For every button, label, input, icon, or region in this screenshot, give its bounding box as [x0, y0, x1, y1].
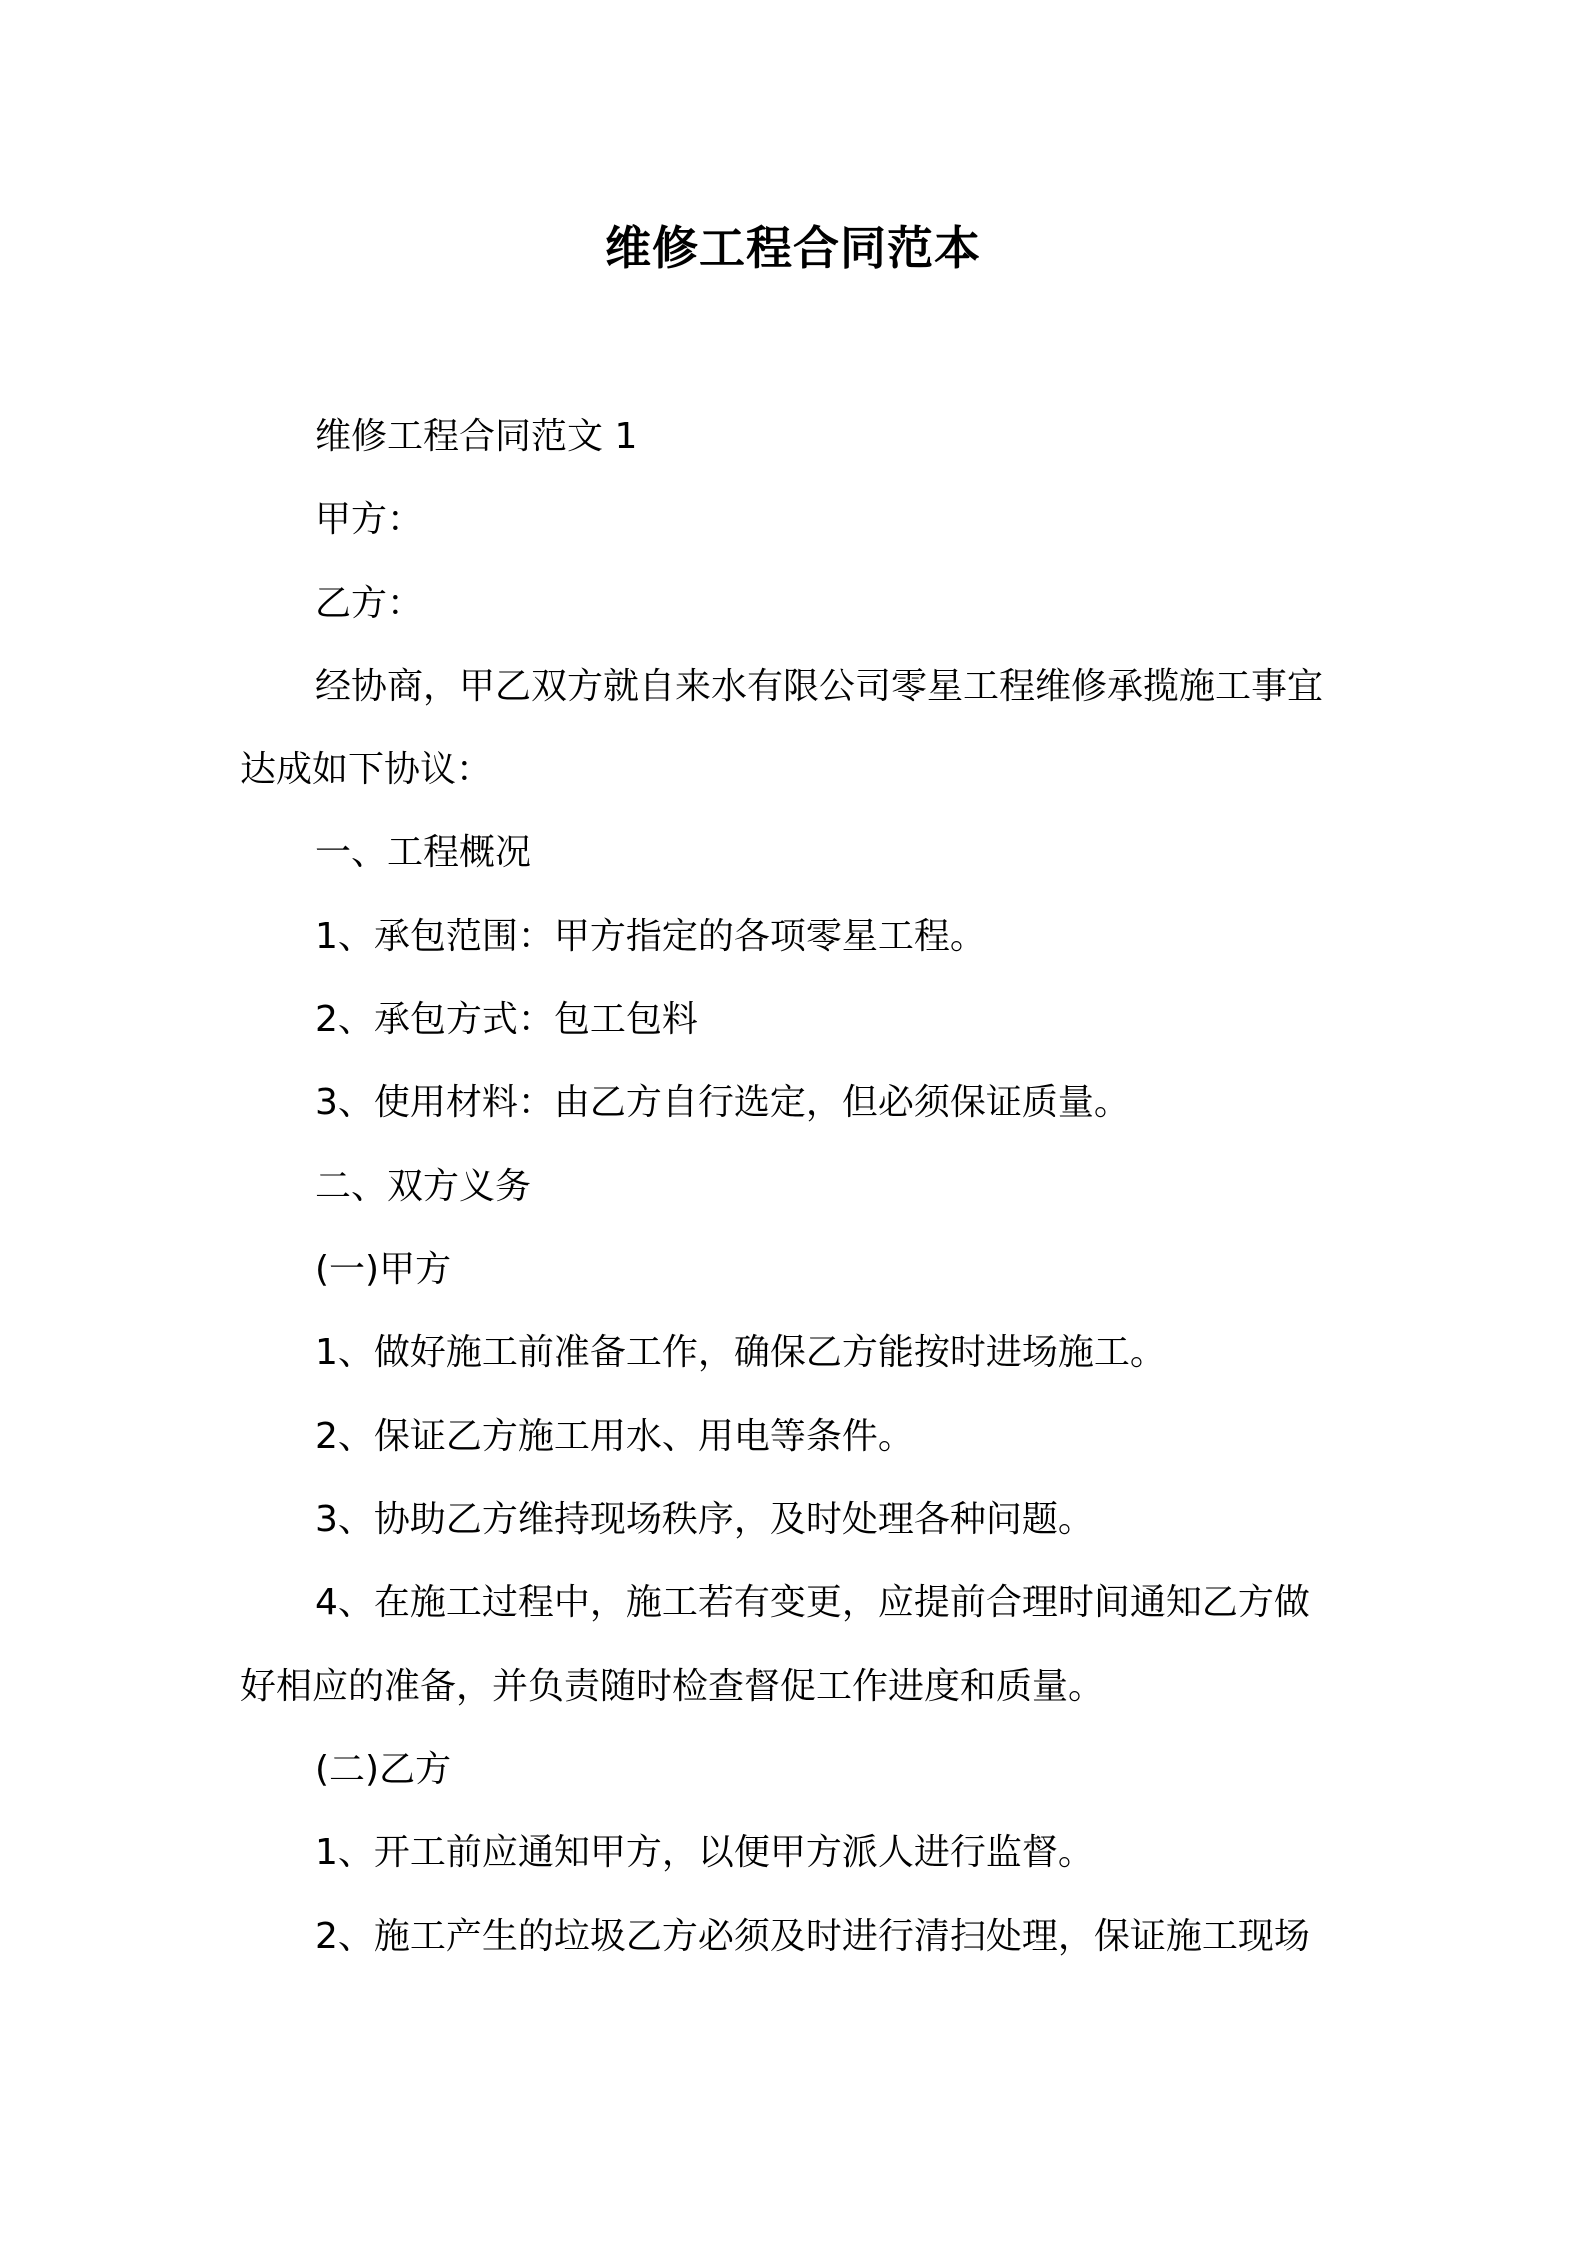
- clause-line: 2、保证乙方施工用水、用电等条件。: [315, 1416, 914, 1457]
- section-heading: 二、双方义务: [315, 1166, 532, 1207]
- subsection-heading: (二)乙方: [315, 1749, 452, 1790]
- party-b-label: 乙方：: [315, 583, 424, 624]
- clause-line: 4、在施工过程中，施工若有变更，应提前合理时间通知乙方做: [315, 1582, 1310, 1623]
- clause-line: 3、使用材料：由乙方自行选定，但必须保证质量。: [315, 1082, 1130, 1123]
- clause-line: 3、协助乙方维持现场秩序，及时处理各种问题。: [315, 1499, 1094, 1540]
- document-title: 维修工程合同范本: [605, 221, 981, 275]
- party-a-label: 甲方：: [315, 499, 424, 540]
- clause-line: 2、承包方式：包工包料: [315, 999, 698, 1040]
- clause-line: 1、承包范围：甲方指定的各项零星工程。: [315, 916, 986, 957]
- clause-line: 1、做好施工前准备工作，确保乙方能按时进场施工。: [315, 1332, 1166, 1373]
- section-heading: 一、工程概况: [315, 832, 532, 873]
- paragraph-line: 达成如下协议：: [240, 749, 493, 790]
- subsection-heading: (一)甲方: [315, 1249, 452, 1290]
- paragraph-line: 经协商，甲乙双方就自来水有限公司零星工程维修承揽施工事宜: [315, 666, 1324, 707]
- section-heading: 维修工程合同范文 1: [315, 416, 638, 457]
- clause-line: 1、开工前应通知甲方，以便甲方派人进行监督。: [315, 1832, 1094, 1873]
- clause-line: 好相应的准备，并负责随时检查督促工作进度和质量。: [240, 1666, 1105, 1707]
- clause-line: 2、施工产生的垃圾乙方必须及时进行清扫处理，保证施工现场: [315, 1916, 1310, 1957]
